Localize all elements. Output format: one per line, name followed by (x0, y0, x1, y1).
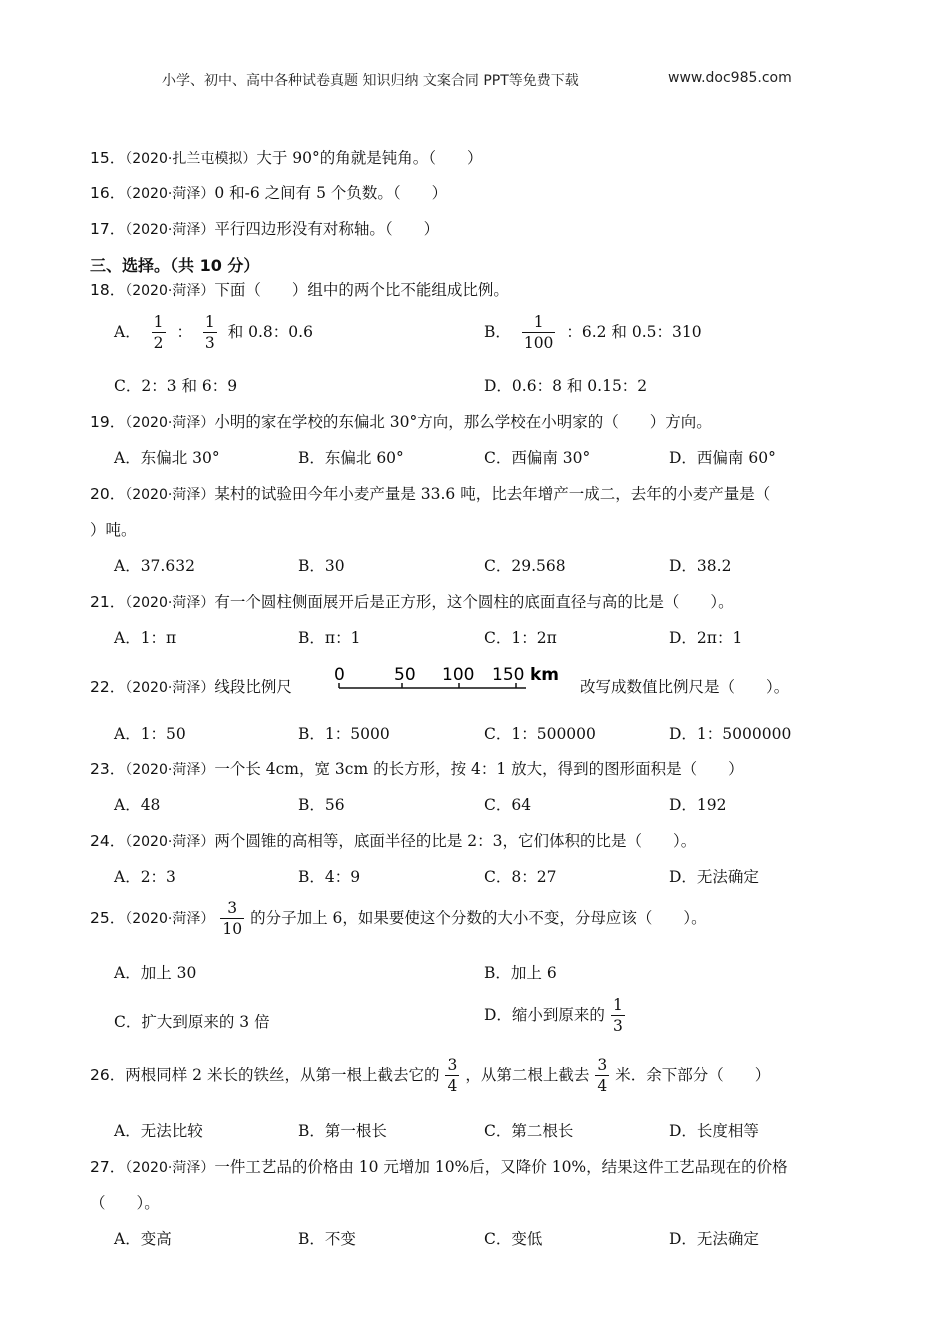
question-source: （2020·菏泽） (125, 487, 215, 503)
option-a[interactable]: A．2：3 (114, 868, 176, 886)
question-number: 17． (90, 220, 126, 238)
question-18 (90, 278, 509, 300)
numerator: 1 (533, 313, 544, 331)
option-b[interactable]: B．不变 (298, 1230, 356, 1248)
question-20 (90, 482, 770, 504)
question-26 (90, 1057, 770, 1095)
question-text: 平行四边形没有对称轴。（ ） (214, 220, 440, 238)
option-b[interactable]: B．加上 6 (484, 964, 557, 982)
option-a[interactable]: A．1：50 (114, 725, 186, 743)
option-d[interactable] (484, 997, 631, 1035)
scale-tick-label: 150 (492, 665, 525, 685)
fraction (220, 900, 244, 938)
question-number: 21． (90, 593, 126, 611)
numerator: 1 (204, 313, 215, 331)
option-d[interactable]: D．长度相等 (669, 1122, 759, 1140)
question-text-continued: ）吨。 (90, 521, 137, 539)
question-text: 的分子加上 6，如果要使这个分数的大小不变，分母应该（ ）。 (250, 908, 707, 927)
option-c[interactable]: C．西偏南 30° (484, 449, 591, 467)
option-a[interactable]: A．东偏北 30° (114, 449, 220, 467)
question-text: 米．余下部分（ ） (615, 1065, 771, 1084)
fraction (445, 1057, 459, 1095)
option-d[interactable]: D．无法确定 (669, 868, 759, 886)
option-text: ：6.2 和 0.5：310 (566, 322, 702, 341)
header-banner: 小学、初中、高中各种试卷真题 知识归纳 文案合同 PPT等免费下载 (162, 73, 579, 89)
question-source: （2020·菏泽） (125, 222, 215, 238)
question-25 (90, 900, 707, 938)
question-source: （2020·扎兰屯模拟） (125, 151, 257, 167)
question-text: 一个长 4cm，宽 3cm 的长方形，按 4：1 放大，得到的图形面积是（ ） (214, 760, 744, 778)
question-16 (90, 181, 447, 203)
numerator: 3 (227, 899, 238, 917)
question-text: 两根同样 2 米长的铁丝，从第一根上截去它的 (125, 1065, 440, 1084)
question-text: ，从第二根上截去 (465, 1065, 590, 1084)
question-source: （2020·菏泽） (125, 283, 215, 299)
option-d[interactable]: D．0.6：8 和 0.15：2 (484, 377, 648, 395)
option-c[interactable]: C．扩大到原来的 3 倍 (114, 1013, 270, 1031)
denominator: 3 (612, 1017, 623, 1036)
fraction (152, 314, 166, 352)
option-c[interactable]: C．2：3 和 6：9 (114, 377, 238, 395)
option-a[interactable]: A．48 (114, 796, 161, 814)
option-c[interactable]: C．8：27 (484, 868, 557, 886)
option-c[interactable]: C．64 (484, 796, 532, 814)
scale-tick-label: 0 (334, 665, 345, 685)
option-b[interactable]: B．30 (298, 557, 345, 575)
numerator: 3 (597, 1056, 608, 1074)
question-number: 16． (90, 184, 126, 202)
question-text-continued: （ ）。 (90, 1194, 160, 1212)
question-22 (90, 675, 292, 697)
denominator: 4 (447, 1077, 458, 1096)
option-d[interactable]: D．无法确定 (669, 1230, 759, 1248)
ratio-sep: ： (176, 322, 192, 341)
denominator: 10 (222, 920, 243, 939)
denominator: 4 (597, 1077, 608, 1096)
option-d[interactable]: D．192 (669, 796, 727, 814)
option-b[interactable]: B．π：1 (298, 629, 361, 647)
question-text: 某村的试验田今年小麦产量是 33.6 吨，比去年增产一成二，去年的小麦产量是（ (214, 485, 771, 503)
option-b[interactable]: B．56 (298, 796, 345, 814)
question-24 (90, 829, 696, 851)
fraction (595, 1057, 609, 1095)
question-source: （2020·菏泽） (125, 415, 215, 431)
option-label: B． (484, 322, 511, 341)
option-a[interactable] (114, 314, 313, 352)
option-b[interactable]: B．东偏北 60° (298, 449, 404, 467)
question-number: 24． (90, 832, 126, 850)
question-27 (90, 1155, 788, 1177)
question-text-after: 改写成数值比例尺是（ ）。 (580, 678, 790, 696)
option-a[interactable]: A．变高 (114, 1230, 172, 1248)
question-17 (90, 217, 439, 239)
option-b[interactable]: B．第一根长 (298, 1122, 387, 1140)
fraction (203, 314, 217, 352)
question-number: 20． (90, 485, 126, 503)
question-number: 26． (90, 1065, 126, 1084)
question-source: （2020·菏泽） (125, 1160, 215, 1176)
question-number: 22． (90, 678, 126, 696)
option-b[interactable]: B．4：9 (298, 868, 361, 886)
question-text: 下面（ ）组中的两个比不能组成比例。 (214, 281, 509, 299)
question-text: 大于 90°的角就是钝角。（ ） (256, 149, 483, 167)
fraction (522, 314, 556, 352)
scale-unit: km (530, 665, 560, 685)
option-a[interactable]: A．无法比较 (114, 1122, 203, 1140)
option-a[interactable]: A．加上 30 (114, 964, 197, 982)
option-label: A． (114, 322, 141, 341)
question-text: 有一个圆柱侧面展开后是正方形，这个圆柱的底面直径与高的比是（ ）。 (214, 593, 734, 611)
denominator: 100 (523, 334, 554, 353)
denominator: 2 (153, 334, 164, 353)
section-title: 三、选择。（共 10 分） (90, 256, 260, 275)
option-d[interactable]: D．1：5000000 (669, 725, 792, 743)
numerator: 3 (447, 1056, 458, 1074)
option-c[interactable]: C．第二根长 (484, 1122, 574, 1140)
scale-bar (330, 660, 570, 696)
question-text: 两个圆锥的高相等，底面半径的比是 2：3，它们体积的比是（ ）。 (214, 832, 697, 850)
question-19 (90, 410, 712, 432)
scale-tick-label: 100 (442, 665, 475, 685)
option-label: D．缩小到原来的 (484, 1005, 605, 1024)
question-text: 0 和-6 之间有 5 个负数。（ ） (214, 184, 448, 202)
option-b[interactable] (484, 314, 702, 352)
option-d[interactable]: D．西偏南 60° (669, 449, 776, 467)
question-source: （2020·菏泽） (125, 762, 215, 778)
question-source: （2020·菏泽） (125, 595, 215, 611)
question-source: （2020·菏泽） (125, 910, 215, 927)
option-text: 和 0.8：0.6 (227, 322, 313, 341)
header-url[interactable]: www.doc985.com (668, 70, 792, 86)
option-d[interactable]: D．38.2 (669, 557, 732, 575)
question-source: （2020·菏泽） (125, 680, 215, 696)
numerator: 1 (153, 313, 164, 331)
question-15 (90, 146, 482, 168)
fraction (611, 997, 625, 1035)
option-b[interactable]: B．1：5000 (298, 725, 390, 743)
question-number: 23． (90, 760, 126, 778)
option-d[interactable]: D．2π：1 (669, 629, 743, 647)
question-number: 27． (90, 1158, 126, 1176)
question-21 (90, 590, 734, 612)
option-c[interactable]: C．1：500000 (484, 725, 596, 743)
question-number: 18． (90, 281, 126, 299)
option-a[interactable]: A．1：π (114, 629, 177, 647)
numerator: 1 (612, 996, 623, 1014)
option-c[interactable]: C．变低 (484, 1230, 543, 1248)
option-c[interactable]: C．1：2π (484, 629, 557, 647)
question-text: 一件工艺品的价格由 10 元增加 10%后，又降价 10%，结果这件工艺品现在的价格 (214, 1158, 788, 1176)
question-text: 小明的家在学校的东偏北 30°方向，那么学校在小明家的（ ）方向。 (214, 413, 712, 431)
question-number: 25． (90, 908, 126, 927)
option-c[interactable]: C．29.568 (484, 557, 566, 575)
question-number: 15． (90, 149, 126, 167)
option-a[interactable]: A．37.632 (114, 557, 195, 575)
question-source: （2020·菏泽） (125, 186, 215, 202)
scale-tick-label: 50 (394, 665, 416, 685)
question-23 (90, 757, 744, 779)
question-source: （2020·菏泽） (125, 834, 215, 850)
denominator: 3 (204, 334, 215, 353)
question-text: 线段比例尺 (214, 678, 292, 696)
question-number: 19． (90, 413, 126, 431)
